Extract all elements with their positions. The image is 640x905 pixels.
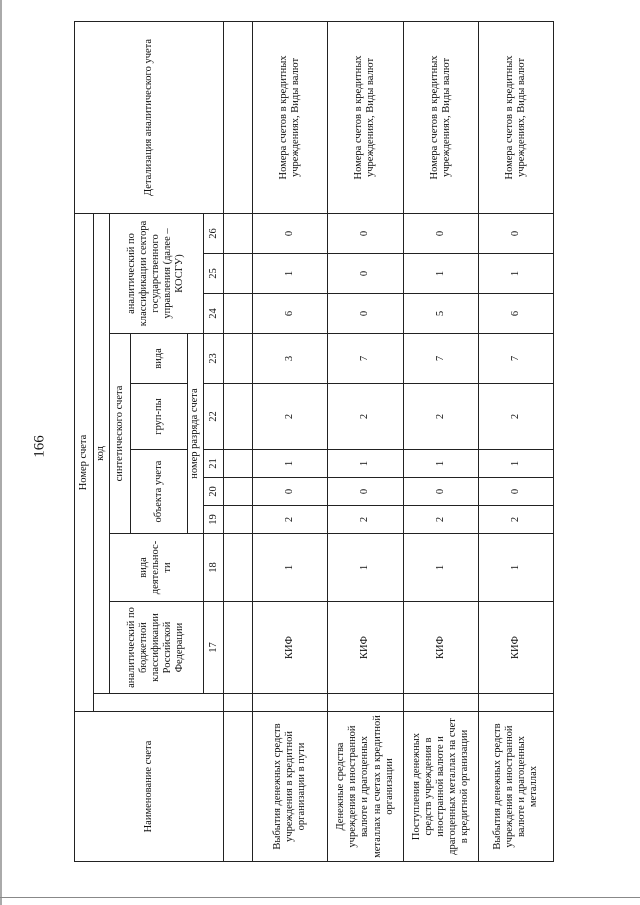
header-empty-cell bbox=[93, 694, 224, 712]
account-digit-24: 6 bbox=[478, 294, 553, 334]
account-digit-19: 2 bbox=[403, 506, 478, 534]
header-account-number: Номер счета bbox=[75, 213, 94, 711]
header-object: объекта учета bbox=[130, 450, 188, 534]
blank-cell bbox=[224, 694, 253, 712]
page-number: 166 bbox=[31, 435, 48, 458]
digit-18: 18 bbox=[203, 534, 224, 602]
account-digit-20: 0 bbox=[328, 478, 403, 506]
blank-cell bbox=[224, 450, 253, 478]
account-name: Выбытия денежных средств учреждения в иностранной валюте и драгоценных металлах bbox=[478, 712, 553, 862]
account-digit-25: 1 bbox=[403, 254, 478, 294]
blank-cell bbox=[224, 213, 253, 253]
table-row bbox=[328, 21, 403, 861]
digit-17: 17 bbox=[203, 602, 224, 694]
account-digit-18: 1 bbox=[253, 534, 328, 602]
account-digit-18: 1 bbox=[403, 534, 478, 602]
account-name: Поступления денежных средств учреждения в иностранной валюте и драгоценных металлах на счет в кредитной организации bbox=[403, 712, 478, 862]
account-digit-23: 3 bbox=[253, 334, 328, 384]
blank-cell bbox=[224, 334, 253, 384]
rotated-table-wrapper bbox=[74, 22, 554, 862]
blank-cell bbox=[478, 694, 553, 712]
digit-21: 21 bbox=[203, 450, 224, 478]
account-digit-21: 1 bbox=[478, 450, 553, 478]
account-digit-25: 1 bbox=[478, 254, 553, 294]
account-digit-19: 2 bbox=[253, 506, 328, 534]
account-digit-22: 2 bbox=[328, 384, 403, 450]
account-digit-20: 0 bbox=[478, 478, 553, 506]
header-account-name: Наименование счета bbox=[75, 712, 224, 862]
blank-cell bbox=[224, 478, 253, 506]
header-razryad: номер разряда счета bbox=[188, 334, 204, 534]
scan-edge bbox=[0, 0, 2, 905]
blank-cell bbox=[328, 694, 403, 712]
account-detail: Номера счетов в кредитных учреждениях, Виды валют bbox=[403, 21, 478, 213]
account-digit-25: 0 bbox=[328, 254, 403, 294]
account-digit-24: 0 bbox=[328, 294, 403, 334]
digit-23: 23 bbox=[203, 334, 224, 384]
digit-22: 22 bbox=[203, 384, 224, 450]
account-name: Денежные средства учреждения в иностранной валюте и драгоценных металлах на счетах в кредитной организации bbox=[328, 712, 403, 862]
blank-cell bbox=[403, 694, 478, 712]
blank-cell bbox=[224, 602, 253, 694]
account-digit-18: 1 bbox=[328, 534, 403, 602]
account-digit-24: 5 bbox=[403, 294, 478, 334]
account-digit-21: 1 bbox=[328, 450, 403, 478]
header-analytic-budget: аналитический по бюджетной классификации Российской Федерации bbox=[110, 602, 204, 694]
digit-26: 26 bbox=[203, 213, 224, 253]
table-row bbox=[253, 21, 328, 861]
account-digit-26: 0 bbox=[253, 213, 328, 253]
account-digit-17: КИФ bbox=[328, 602, 403, 694]
table-row bbox=[478, 21, 553, 861]
digit-24: 24 bbox=[203, 294, 224, 334]
account-digit-23: 7 bbox=[403, 334, 478, 384]
header-synthetic: синтетического счета bbox=[110, 334, 131, 534]
digit-25: 25 bbox=[203, 254, 224, 294]
account-digit-26: 0 bbox=[478, 213, 553, 253]
account-digit-22: 2 bbox=[403, 384, 478, 450]
account-digit-17: КИФ bbox=[403, 602, 478, 694]
account-digit-25: 1 bbox=[253, 254, 328, 294]
account-digit-24: 6 bbox=[253, 294, 328, 334]
blank-cell bbox=[224, 254, 253, 294]
blank-cell bbox=[224, 294, 253, 334]
header-detail: Детализация аналитического учета bbox=[75, 21, 224, 213]
account-detail: Номера счетов в кредитных учреждениях, Виды валют bbox=[253, 21, 328, 213]
header-activity-type: вида деятельнос-ти bbox=[110, 534, 204, 602]
table-row bbox=[403, 21, 478, 861]
account-digit-22: 2 bbox=[478, 384, 553, 450]
header-group: груп-пы bbox=[130, 384, 188, 450]
account-digit-21: 1 bbox=[253, 450, 328, 478]
blank-cell bbox=[253, 694, 328, 712]
account-name: Выбытия денежных средств учреждения в кредитной организации в пути bbox=[253, 712, 328, 862]
account-digit-23: 7 bbox=[478, 334, 553, 384]
account-digit-23: 7 bbox=[328, 334, 403, 384]
account-digit-26: 0 bbox=[328, 213, 403, 253]
account-detail: Номера счетов в кредитных учреждениях, Виды валют bbox=[478, 21, 553, 213]
page-bottom-rule bbox=[0, 897, 640, 898]
digit-19: 19 bbox=[203, 506, 224, 534]
account-digit-17: КИФ bbox=[478, 602, 553, 694]
account-digit-18: 1 bbox=[478, 534, 553, 602]
account-digit-19: 2 bbox=[478, 506, 553, 534]
header-kod: код bbox=[93, 213, 109, 693]
account-digit-22: 2 bbox=[253, 384, 328, 450]
account-digit-26: 0 bbox=[403, 213, 478, 253]
blank-cell bbox=[224, 21, 253, 213]
blank-cell bbox=[224, 712, 253, 862]
account-digit-20: 0 bbox=[403, 478, 478, 506]
digit-20: 20 bbox=[203, 478, 224, 506]
accounts-table bbox=[74, 21, 554, 862]
account-digit-17: КИФ bbox=[253, 602, 328, 694]
account-digit-20: 0 bbox=[253, 478, 328, 506]
account-digit-19: 2 bbox=[328, 506, 403, 534]
blank-cell bbox=[224, 534, 253, 602]
header-vid: вида bbox=[130, 334, 188, 384]
blank-cell bbox=[224, 506, 253, 534]
account-detail: Номера счетов в кредитных учреждениях, Виды валют bbox=[328, 21, 403, 213]
account-digit-21: 1 bbox=[403, 450, 478, 478]
blank-cell bbox=[224, 384, 253, 450]
header-kosgu: аналитический по классификации сектора государственного управления (далее – КОСГУ) bbox=[110, 213, 204, 333]
